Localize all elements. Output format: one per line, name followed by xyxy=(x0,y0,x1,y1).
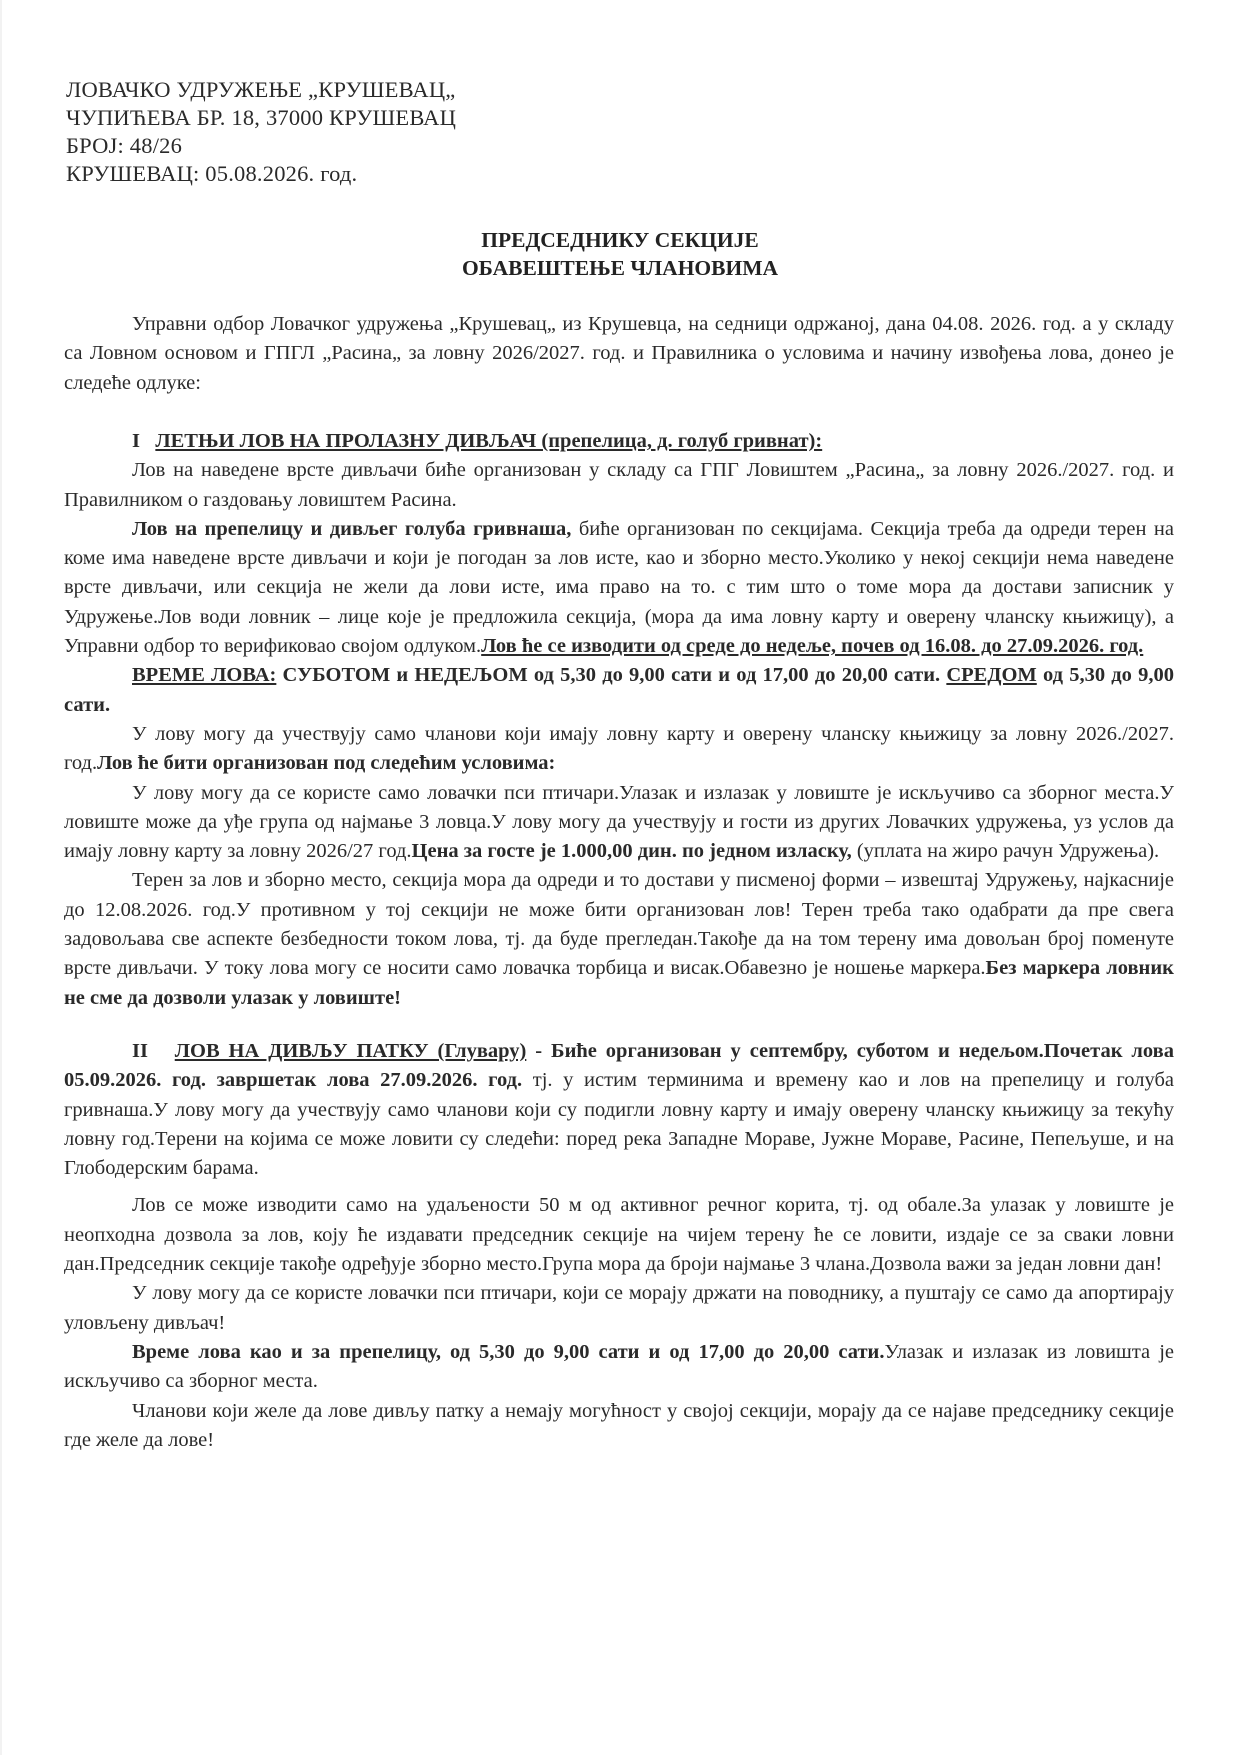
letterhead xyxy=(66,76,666,188)
section-2-paragraph-2: Лов се може изводити само на удаљености 50 м од активног речног корита, тј. од обале.За улазак у ловиште је неопходна дозвола за лов, коју ће издавати председник секције на чијем терену ће се ловити, издаје се за сваки ловни дан.Председник секције такође одређује зборно место.Група мора да броји најмање 3 члана.Дозвола важи за један ловни дан! xyxy=(64,1194,1174,1276)
section-2-paragraph-4 xyxy=(64,1338,1174,1397)
section-1-p2-bold: Лов на препелицу и дивљег голуба гривнаша, xyxy=(132,517,572,540)
document-title xyxy=(0,226,1240,282)
organization-name: ЛОВАЧКО УДРУЖЕЊЕ „КРУШЕВАЦ„ xyxy=(66,77,456,102)
section-2-p4-rest: Улазак и излазак из ловишта је искључиво са зборног места. xyxy=(64,1340,1174,1393)
section-1-hunt-period: Лов ће се изводити од среде до недеље, почев од 16.08. до 27.09.2026. год. xyxy=(481,635,1144,658)
section-1-heading xyxy=(64,427,1174,456)
section-2-p1-rest: тј. у истим терминима и времену као и лов на препелицу и голуба гривнаша.У лову могу да учествују само чланови који су подигли ловну карту и имају оверену чланску књижицу за текућу ловну год.Терени на којима се може ловити су следећи: поред река Западне Мораве, Јужне Мораве, Расине, Пепељуше, и на Глободерским барама. xyxy=(64,1069,1175,1180)
title-recipient: ПРЕДСЕДНИКУ СЕКЦИЈЕ xyxy=(481,228,759,252)
section-2-hunting-time: Време лова као и за препелицу, од 5,30 до 9,00 сати и од 17,00 до 20,00 сати. xyxy=(132,1340,885,1363)
section-2-title: ЛОВ НА ДИВЉУ ПАТКУ (Глувару) xyxy=(174,1040,527,1062)
section-1-paragraph-3 xyxy=(64,720,1174,779)
guest-price: Цена за госте је 1.000,00 дин. по једном изласку, xyxy=(411,840,852,863)
section-1-p3-text: У лову могу да учествују само чланови који имају ловну карту и оверену чланску књижицу за ловну 2026./2027. год. xyxy=(64,722,1174,775)
section-1-p4-rest: (уплата на жиро рачун Удружења). xyxy=(851,840,1160,863)
section-1-paragraph-1: Лов на наведене врсте дивљачи биће организован у складу са ГПГ Ловиштем „Расина„ за ловну 2026./2027. год. и Правилником о газдовању ловиштем Расина. xyxy=(64,459,1174,511)
section-2-paragraph-1 xyxy=(64,1037,1174,1183)
section-2-dates: - Биће организован у септембру, суботом и недељом.Почетак лова 05.09.2026. год. завршетак лова 27.09.2026. год. xyxy=(64,1040,1174,1092)
hunting-time-wednesday: од 5,30 до 9,00 сати. xyxy=(64,664,1175,716)
section-1-numeral: I xyxy=(132,430,140,452)
section-1-paragraph-4 xyxy=(64,779,1174,867)
section-1-p5-text: Терен за лов и зборно место, секција мора да одреди и то достави у писменој форми – извештај Удружењу, најкасније до 12.08.2026. год.У противном у тој секцији не може бити организован лов! Терен треба тако одабрати да пре свега задовољава све аспекте безбедности током лова, тј. да буде прегледан.Такође да на том терену има довољан број поменуте врсте дивљачи. У току лова могу се носити само ловачка торбица и висак.Обавезно је ношење маркера. xyxy=(64,869,1174,980)
intro-paragraph: Управни одбор Ловачког удружења „Крушевац„ из Крушевца, на седници одржаној, дана 04.08. 2026. год. а у складу са Ловном основом и ГПГЛ „Расина„ за ловну 2026/2027. год. и Правилника о условима и начину извођења лова, донео је следеће одлуке: xyxy=(64,313,1174,394)
section-1-title: ЛЕТЊИ ЛОВ НА ПРОЛАЗНУ ДИВЉАЧ (препелица, д. голуб гривнат): xyxy=(155,430,823,452)
marker-warning: Без маркера ловник не сме да дозволи улазак у ловиште! xyxy=(64,957,1174,1009)
section-1-hunting-time xyxy=(64,661,1174,720)
hunting-time-wednesday-label: СРЕДОМ xyxy=(946,664,1037,687)
section-1-p4-text: У лову могу да се користе само ловачки пси птичари.Улазак и излазак у ловиште је искључиво са зборног места.У ловиште може да уђе група од најмање 3 ловца.У лову могу да учествују и гости из других Ловачких удружења, уз услов да имају ловну карту за ловну 2026/27 год. xyxy=(64,781,1174,863)
hunting-time-weekend: СУБОТОМ и НЕДЕЉОМ од 5,30 до 9,00 сати и од 17,00 до 20,00 сати. xyxy=(276,664,941,687)
title-subject: ОБАВЕШТЕЊЕ ЧЛАНОВИМА xyxy=(461,256,779,280)
section-2 xyxy=(64,1037,1174,1455)
section-1-p2-rest: биће организован по секцијама. Секција треба да одреди терен на коме има наведене врсте дивљачи и који је погодан за лов исте, као и зборно место.Уколико у некој секцији нема наведене врсте дивљачи, или секција не жели да лови исте, има право на то. с тим што о томе мора да достави записник у Удружење.Лов води ловник – лице које је предложила секција, (мора да има ловну карту и оверену чланску књижицу), а Управни одбор то верификовао својом одлуком. xyxy=(64,517,1174,658)
section-1 xyxy=(64,427,1174,1013)
section-1-paragraph-2 xyxy=(64,515,1174,661)
hunting-time-label: ВРЕМЕ ЛОВА: xyxy=(132,664,277,687)
intro-block xyxy=(64,310,1174,398)
document-date: КРУШЕВАЦ: 05.08.2026. год. xyxy=(66,161,358,186)
section-1-paragraph-5 xyxy=(64,866,1174,1012)
section-1-p3-bold: Лов ће бити организован под следећим условима: xyxy=(97,752,556,775)
section-2-numeral: II xyxy=(132,1040,148,1062)
organization-address: ЧУПИЋЕВА БР. 18, 37000 КРУШЕВАЦ xyxy=(66,105,457,130)
document-number: БРОЈ: 48/26 xyxy=(66,133,183,158)
section-2-paragraph-3: У лову могу да се користе ловачки пси птичари, који се морају држати на поводнику, а пуштају се само да апортирају уловљену дивљач! xyxy=(64,1282,1174,1334)
section-2-paragraph-5: Чланови који желе да лове дивљу патку а немају могућност у својој секцији, морају да се најаве председнику секције где желе да лове! xyxy=(64,1399,1174,1451)
